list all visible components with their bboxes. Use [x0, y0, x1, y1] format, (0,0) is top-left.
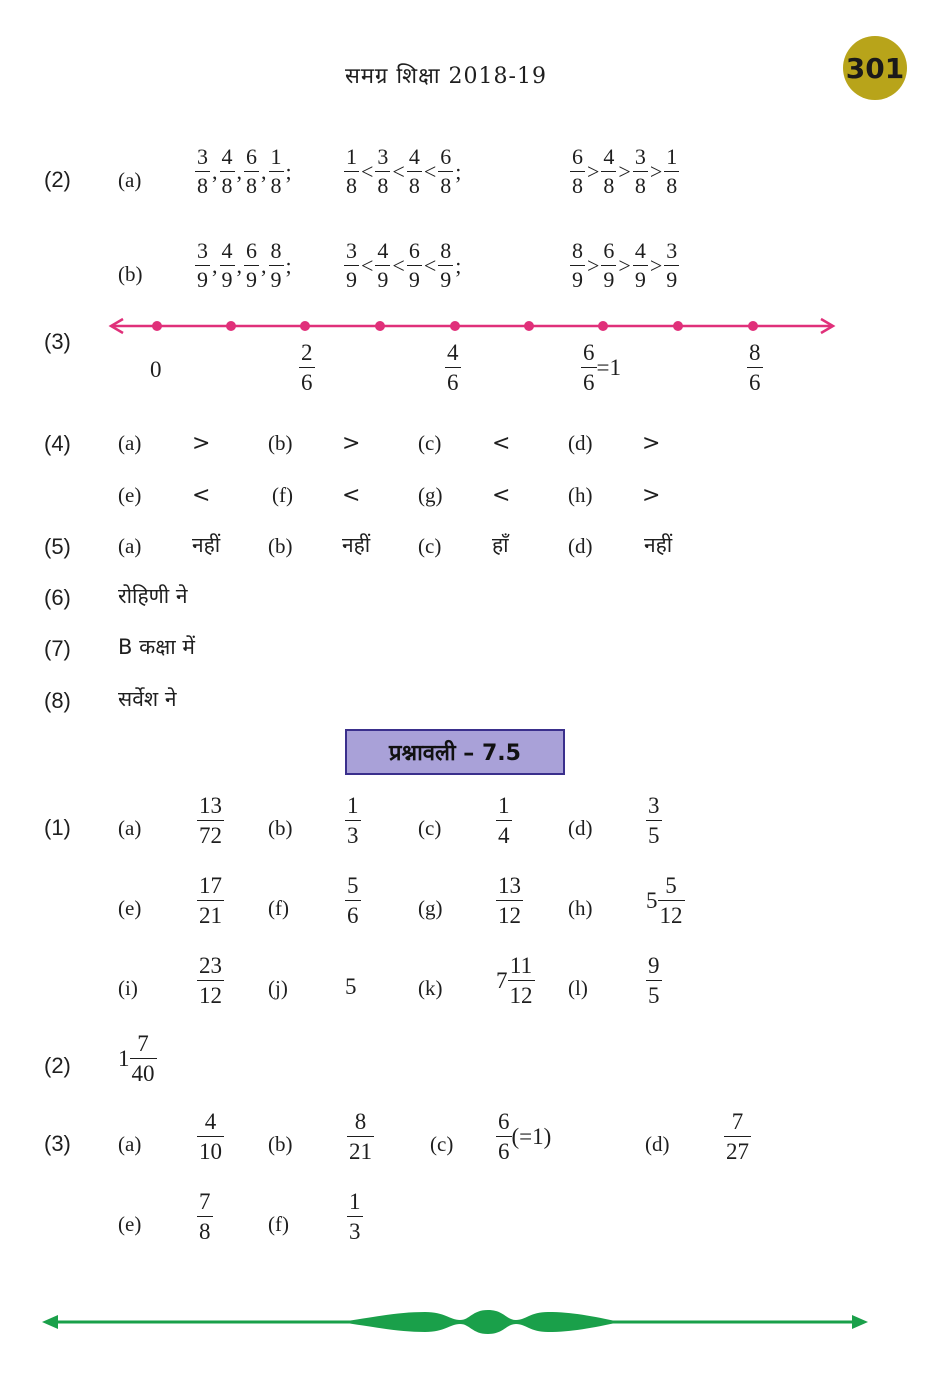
denominator: 12 — [197, 980, 224, 1007]
numerator: 8 — [749, 340, 761, 365]
q4-item-symbol: > — [642, 431, 661, 456]
fraction — [197, 1110, 224, 1163]
numerator: 1 — [270, 144, 282, 169]
fraction — [244, 146, 259, 197]
whole-number: 5 — [646, 887, 658, 913]
ex-q3-item-answer — [197, 1110, 224, 1163]
numerator: 4 — [221, 144, 233, 169]
fraction — [646, 794, 662, 847]
math-operator: > — [649, 252, 663, 278]
denominator: 9 — [377, 267, 389, 292]
fraction — [570, 240, 585, 291]
ex-q1-item-label: (j) — [268, 976, 288, 1000]
q4-item-symbol: < — [192, 483, 211, 508]
fraction — [344, 240, 359, 291]
number-line-point — [748, 321, 758, 331]
numerator: 6 — [440, 144, 452, 169]
numerator: 4 — [447, 340, 459, 365]
fraction — [496, 794, 512, 847]
ex-q2-answer — [118, 1032, 157, 1085]
numerator: 2 — [301, 340, 313, 365]
fraction — [658, 874, 685, 927]
denominator: 9 — [346, 267, 357, 292]
numerator: 6 — [408, 238, 420, 263]
q4-item-symbol: > — [342, 431, 361, 456]
denominator: 8 — [572, 173, 583, 198]
number-line-point — [524, 321, 534, 331]
q2a-ascending-order — [344, 146, 463, 197]
q8-number: (8) — [44, 688, 71, 713]
ex-q3-item-label: (d) — [645, 1132, 670, 1156]
page-header-title: समग्र शिक्षा 2018-19 — [345, 64, 547, 89]
denominator: 9 — [634, 267, 646, 292]
math-operator: ; — [455, 252, 462, 278]
ex-q1-item-label: (b) — [268, 816, 293, 840]
numerator: 6 — [498, 1109, 510, 1134]
numerator: 4 — [408, 144, 420, 169]
fraction — [445, 341, 461, 394]
fraction — [345, 874, 361, 927]
math-operator: , — [236, 158, 242, 184]
numerator: 3 — [634, 144, 646, 169]
numerator: 1 — [666, 144, 678, 169]
math-operator: < — [423, 158, 437, 184]
fraction — [269, 146, 284, 197]
denominator: 12 — [496, 900, 523, 927]
fraction — [570, 146, 585, 197]
q4-item-symbol: < — [492, 431, 511, 456]
q4-item-label: (d) — [568, 431, 593, 455]
ex-q3-item-label: (f) — [268, 1212, 289, 1236]
numerator: 1 — [349, 1189, 361, 1214]
denominator: 72 — [197, 820, 224, 847]
math-operator: > — [587, 158, 600, 184]
fraction — [269, 240, 284, 291]
fraction — [347, 1110, 374, 1163]
ex-q3-item-label: (b) — [268, 1132, 293, 1156]
denominator: 9 — [603, 267, 615, 292]
number-line-label — [445, 340, 461, 394]
denominator: 9 — [221, 267, 233, 292]
q7-number: (7) — [44, 636, 71, 661]
fraction — [197, 954, 224, 1007]
fraction — [195, 240, 210, 291]
q2a-descending-order — [570, 146, 679, 197]
ex-q3-item-answer — [724, 1110, 751, 1163]
numerator: 6 — [246, 144, 257, 169]
numerator: 4 — [377, 238, 389, 263]
number-line-label — [747, 340, 763, 394]
numerator: 4 — [603, 144, 615, 169]
fraction — [747, 341, 763, 394]
fraction — [508, 954, 535, 1007]
ex-q1-item-label: (g) — [418, 896, 443, 920]
ex-q1-item-answer — [345, 794, 361, 847]
q4-item-label: (e) — [118, 483, 142, 507]
denominator: 9 — [270, 267, 282, 292]
denominator: 6 — [299, 367, 315, 394]
denominator: 3 — [347, 1216, 363, 1243]
fraction — [601, 240, 616, 291]
math-operator: > — [618, 158, 631, 184]
q5-item-answer: नहीं — [644, 533, 673, 557]
numerator: 9 — [648, 953, 660, 978]
fraction — [601, 146, 616, 197]
fraction — [197, 794, 224, 847]
number-line-point — [598, 321, 608, 331]
denominator: 9 — [408, 267, 420, 292]
denominator: 6 — [345, 900, 361, 927]
ex-q3-item-label: (e) — [118, 1212, 142, 1236]
numerator: 3 — [377, 144, 389, 169]
q2b-descending-order — [570, 240, 679, 291]
q5-item-label: (b) — [268, 534, 293, 558]
denominator: 8 — [440, 173, 452, 198]
fraction — [633, 146, 648, 197]
denominator: 6 — [747, 367, 763, 394]
denominator: 40 — [130, 1058, 157, 1085]
numerator: 1 — [498, 793, 510, 818]
q2a-label: (a) — [118, 168, 142, 192]
denominator: 4 — [496, 820, 512, 847]
math-operator: , — [212, 158, 218, 184]
numerator: 7 — [199, 1189, 211, 1214]
q3-number: (3) — [44, 329, 71, 354]
ex-q1-item-label: (h) — [568, 896, 593, 920]
denominator: 8 — [634, 173, 646, 198]
denominator: 5 — [646, 980, 662, 1007]
fraction — [438, 240, 453, 291]
numerator: 3 — [648, 793, 660, 818]
ex-q1-item-answer — [646, 794, 662, 847]
numerator: 3 — [346, 238, 357, 263]
denominator: 8 — [221, 173, 233, 198]
fraction — [375, 146, 390, 197]
numerator: 8 — [354, 1109, 367, 1134]
ex-q1-item-label: (e) — [118, 896, 142, 920]
number-line-point — [300, 321, 310, 331]
numerator: 6 — [603, 238, 615, 263]
fraction — [496, 1110, 512, 1163]
ex-q3-item-answer — [496, 1110, 551, 1163]
denominator: 8 — [246, 173, 257, 198]
number-line-point — [375, 321, 385, 331]
q2b-label: (b) — [118, 262, 143, 286]
numerator: 23 — [199, 953, 222, 978]
math-operator: ; — [455, 158, 462, 184]
ex-q1-item-label: (d) — [568, 816, 593, 840]
denominator: 10 — [197, 1136, 224, 1163]
q6-answer: रोहिणी ने — [118, 584, 188, 608]
ex-q1-item-answer — [496, 794, 512, 847]
ex-q1-item-answer: 5 — [345, 974, 357, 999]
ex-q1-item-answer — [496, 954, 535, 1007]
numerator: 6 — [246, 238, 257, 263]
denominator: 21 — [197, 900, 224, 927]
q5-item-label: (d) — [568, 534, 593, 558]
ex-q3-number: (3) — [44, 1131, 71, 1156]
numerator: 1 — [346, 144, 357, 169]
fraction — [633, 240, 648, 291]
fraction — [347, 1190, 363, 1243]
q4-item-label: (a) — [118, 431, 142, 455]
q4-item-symbol: > — [642, 483, 661, 508]
fraction — [724, 1110, 751, 1163]
numerator: 6 — [572, 144, 583, 169]
q5-item-label: (c) — [418, 534, 442, 558]
number-line-label — [299, 340, 315, 394]
ex-q1-item-label: (f) — [268, 896, 289, 920]
numerator: 3 — [666, 238, 678, 263]
fraction — [646, 954, 662, 1007]
denominator: 6 — [496, 1136, 512, 1163]
q5-number: (5) — [44, 534, 71, 559]
ex-q3-item-answer — [197, 1190, 213, 1243]
q4-item-label: (h) — [568, 483, 593, 507]
denominator: 8 — [346, 173, 357, 198]
ex-q1-item-answer — [197, 954, 224, 1007]
numerator: 7 — [137, 1031, 149, 1056]
denominator: 9 — [197, 267, 208, 292]
q4-item-symbol: > — [192, 431, 211, 456]
denominator: 8 — [377, 173, 389, 198]
ex-q1-item-answer — [197, 874, 224, 927]
fraction — [407, 146, 422, 197]
fraction — [344, 146, 359, 197]
ex-q1-item-answer — [646, 954, 662, 1007]
denominator: 6 — [581, 367, 597, 394]
numerator: 5 — [665, 873, 677, 898]
fraction — [375, 240, 390, 291]
number-line-point — [152, 321, 162, 331]
denominator: 27 — [724, 1136, 751, 1163]
ex-q1-number: (1) — [44, 815, 71, 840]
q5-item-answer: नहीं — [342, 533, 371, 557]
denominator: 6 — [445, 367, 461, 394]
exercise-heading: प्रश्नावली – 7.5 — [345, 729, 565, 775]
denominator: 8 — [603, 173, 615, 198]
number-line-point — [450, 321, 460, 331]
denominator: 8 — [197, 1216, 213, 1243]
q5-item-label: (a) — [118, 534, 142, 558]
number-line-point — [673, 321, 683, 331]
denominator: 9 — [246, 267, 257, 292]
fraction — [496, 874, 523, 927]
denominator: 12 — [508, 980, 535, 1007]
q2b-fraction-list — [195, 240, 294, 291]
fraction — [581, 341, 597, 394]
q4-item-label: (c) — [418, 431, 442, 455]
math-operator: > — [618, 252, 631, 278]
q4-item-symbol: < — [342, 483, 361, 508]
denominator: 8 — [270, 173, 282, 198]
math-operator: < — [361, 252, 374, 278]
math-operator: > — [649, 158, 663, 184]
page-number-badge: 301 — [843, 36, 907, 100]
denominator: 5 — [646, 820, 662, 847]
numerator: 17 — [199, 873, 222, 898]
math-operator: < — [423, 252, 437, 278]
fraction — [438, 146, 453, 197]
math-operator: < — [392, 158, 405, 184]
numerator: 13 — [199, 793, 222, 818]
q6-number: (6) — [44, 585, 71, 610]
ex-q1-item-answer — [496, 874, 523, 927]
whole-number: 1 — [118, 1045, 130, 1071]
math-operator: , — [261, 158, 267, 184]
ex-q1-item-answer — [646, 874, 685, 927]
math-operator: < — [361, 158, 374, 184]
denominator: 9 — [666, 267, 678, 292]
q4-item-label: (g) — [418, 483, 443, 507]
fraction — [664, 146, 679, 197]
ex-q1-item-answer — [345, 874, 361, 927]
fraction — [197, 874, 224, 927]
denominator: 9 — [440, 267, 452, 292]
ex-q2-number: (2) — [44, 1053, 71, 1078]
equals-one: =1 — [596, 354, 621, 380]
q5-item-answer: नहीं — [192, 533, 221, 557]
q4-number: (4) — [44, 431, 71, 456]
number-line — [105, 314, 840, 338]
fraction — [195, 146, 210, 197]
ex-q3-item-answer — [347, 1110, 374, 1163]
q2a-fraction-list — [195, 146, 294, 197]
denominator: 3 — [345, 820, 361, 847]
numerator: 4 — [204, 1109, 217, 1134]
math-operator: ; — [285, 252, 292, 278]
denominator: 21 — [347, 1136, 374, 1163]
whole-number: 7 — [496, 967, 508, 993]
note: (=1) — [511, 1123, 552, 1149]
denominator: 9 — [572, 267, 583, 292]
numerator: 6 — [583, 340, 595, 365]
ex-q1-item-label: (i) — [118, 976, 138, 1000]
number-line-label — [581, 340, 621, 394]
numerator: 13 — [498, 873, 521, 898]
math-operator: ; — [285, 158, 292, 184]
numerator: 11 — [509, 953, 533, 978]
fraction — [345, 794, 361, 847]
fraction — [407, 240, 422, 291]
fraction — [299, 341, 315, 394]
math-operator: , — [236, 252, 242, 278]
numerator: 4 — [634, 238, 646, 263]
number-line-point — [226, 321, 236, 331]
math-operator: , — [212, 252, 218, 278]
numerator: 8 — [270, 238, 282, 263]
q4-item-label: (b) — [268, 431, 293, 455]
fraction — [220, 240, 235, 291]
numerator: 7 — [731, 1109, 744, 1134]
fraction — [220, 146, 235, 197]
numerator: 3 — [197, 144, 208, 169]
numerator: 1 — [347, 793, 359, 818]
number-line-label-zero: 0 — [150, 357, 162, 382]
fraction — [244, 240, 259, 291]
math-operator: > — [587, 252, 600, 278]
q8-answer: सर्वेश ने — [118, 687, 177, 711]
ex-q3-item-label: (a) — [118, 1132, 142, 1156]
math-operator: < — [392, 252, 405, 278]
math-operator: , — [261, 252, 267, 278]
numerator: 5 — [347, 873, 359, 898]
denominator: 12 — [658, 900, 685, 927]
q7-answer: B कक्षा में — [118, 635, 195, 659]
numerator: 3 — [197, 238, 208, 263]
ex-q1-item-answer — [197, 794, 224, 847]
numerator: 8 — [572, 238, 583, 263]
ex-q1-item-label: (l) — [568, 976, 588, 1000]
fraction — [197, 1190, 213, 1243]
ex-q3-item-answer — [347, 1190, 363, 1243]
denominator: 8 — [408, 173, 420, 198]
q2-number: (2) — [44, 167, 71, 192]
ex-q1-item-label: (a) — [118, 816, 142, 840]
denominator: 8 — [197, 173, 208, 198]
q2b-ascending-order — [344, 240, 463, 291]
q4-item-symbol: < — [492, 483, 511, 508]
ex-q1-item-label: (k) — [418, 976, 443, 1000]
fraction — [664, 240, 679, 291]
fraction — [130, 1032, 157, 1085]
q4-item-label: (f) — [272, 483, 293, 507]
ex-q1-item-label: (c) — [418, 816, 442, 840]
numerator: 4 — [221, 238, 233, 263]
footer-ornament — [40, 1306, 870, 1338]
denominator: 8 — [666, 173, 678, 198]
ex-q3-item-label: (c) — [430, 1132, 454, 1156]
numerator: 8 — [440, 238, 452, 263]
q5-item-answer: हाँ — [492, 533, 509, 557]
